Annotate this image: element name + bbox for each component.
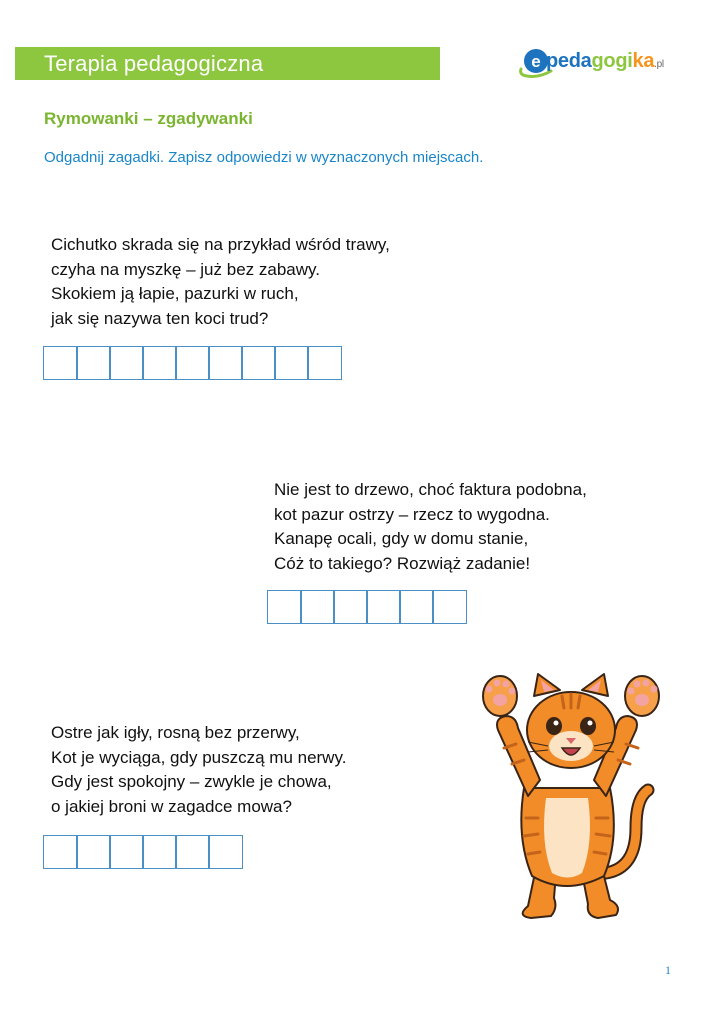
- logo-e: e: [531, 52, 541, 71]
- riddle-line: czyha na myszkę – już bez zabawy.: [51, 259, 320, 279]
- answer-box[interactable]: [109, 835, 144, 869]
- answer-box[interactable]: [267, 590, 302, 624]
- answer-box[interactable]: [76, 346, 111, 380]
- riddle-line: Nie jest to drzewo, choć faktura podobna,: [274, 480, 587, 499]
- answer-boxes-1: [43, 346, 342, 380]
- answer-box[interactable]: [175, 346, 210, 380]
- answer-box[interactable]: [208, 835, 243, 869]
- riddle-line: kot pazur ostrzy – rzecz to wygodna.: [274, 504, 550, 524]
- answer-box[interactable]: [399, 590, 434, 624]
- banner-title: Terapia pedagogiczna: [44, 51, 264, 76]
- riddle-3: [51, 721, 346, 819]
- riddle-2: [274, 478, 587, 576]
- riddle-line: jak się nazywa ten koci trud?: [51, 308, 269, 328]
- riddle-line: Kot je wyciąga, gdy puszczą mu nerwy.: [51, 747, 347, 767]
- riddle-line: Skokiem ją łapie, pazurki w ruch,: [51, 284, 299, 303]
- answer-boxes-3: [43, 835, 243, 869]
- answer-box[interactable]: [274, 346, 309, 380]
- riddle-line: o jakiej broni w zagadce mowa?: [51, 796, 292, 816]
- riddle-line: Cóż to takiego? Rozwiąż zadanie!: [274, 553, 531, 573]
- answer-box[interactable]: [109, 346, 144, 380]
- answer-box[interactable]: [43, 346, 78, 380]
- answer-box[interactable]: [142, 346, 177, 380]
- cat-illustration-icon: [476, 668, 666, 930]
- section-title: Rymowanki – zgadywanki: [44, 109, 253, 128]
- answer-box[interactable]: [142, 835, 177, 869]
- answer-box[interactable]: [366, 590, 401, 624]
- riddle-line: Ostre jak igły, rosną bez przerwy,: [51, 723, 300, 742]
- page-number: 1: [665, 963, 671, 977]
- header-banner: [15, 47, 440, 80]
- riddle-line: Kanapę ocali, gdy w domu stanie,: [274, 529, 529, 548]
- answer-box[interactable]: [175, 835, 210, 869]
- answer-box[interactable]: [208, 346, 243, 380]
- answer-box[interactable]: [43, 835, 78, 869]
- riddle-line: Gdy jest spokojny – zwykle je chowa,: [51, 772, 332, 791]
- answer-box[interactable]: [300, 590, 335, 624]
- answer-box[interactable]: [432, 590, 467, 624]
- riddle-line: Cichutko skrada się na przykład wśród trawy,: [51, 235, 390, 254]
- answer-box[interactable]: [333, 590, 368, 624]
- epedagogika-logo: [517, 45, 687, 81]
- answer-box[interactable]: [241, 346, 276, 380]
- logo-wordmark: pedagogika.pl: [546, 50, 664, 72]
- answer-box[interactable]: [307, 346, 342, 380]
- instruction-text: Odgadnij zagadki. Zapisz odpowiedzi w wyznaczonych miejscach.: [44, 149, 484, 166]
- answer-box[interactable]: [76, 835, 111, 869]
- riddle-1: [51, 233, 390, 331]
- answer-boxes-2: [267, 590, 467, 624]
